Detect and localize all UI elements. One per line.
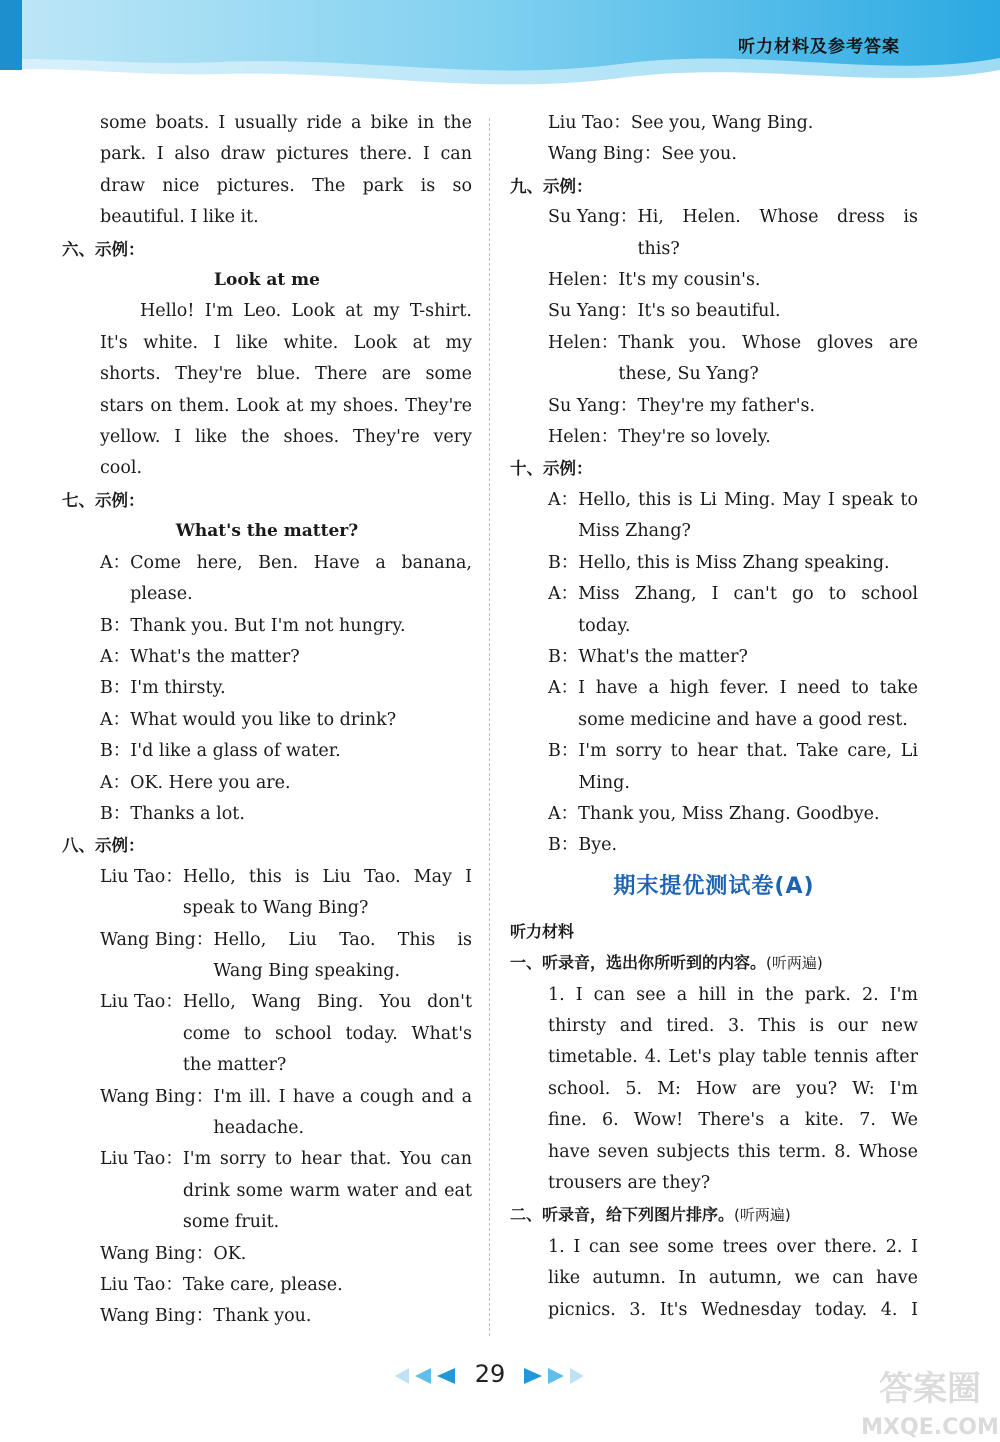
text-line: thirsty and tired. 3. This is our new bbox=[548, 1015, 918, 1036]
text-line: Hello! I'm Leo. Look at my T-shirt. bbox=[140, 301, 472, 322]
right-column bbox=[510, 108, 918, 1326]
arrow-left-icon bbox=[395, 1368, 457, 1384]
speaker-label: B： bbox=[548, 835, 579, 856]
speech-text bbox=[130, 705, 472, 736]
text-line: school. 5. M: How are you? W: I'm bbox=[548, 1078, 918, 1099]
text-line: Thank you, Miss Zhang. Goodbye. bbox=[578, 803, 880, 824]
header-title: 听力材料及参考答案 bbox=[738, 37, 900, 57]
text-line: some boats. I usually ride a bike in the bbox=[100, 113, 472, 133]
speaker-label: A： bbox=[548, 584, 579, 605]
text-line: Hello, Wang Bing. You don't bbox=[182, 992, 472, 1013]
speech-text bbox=[578, 736, 918, 799]
speaker-label: Wang Bing： bbox=[548, 144, 662, 165]
speaker-label: Helen： bbox=[548, 332, 619, 353]
speaker-label: Su Yang： bbox=[548, 395, 638, 416]
dialog-turn bbox=[62, 1144, 472, 1238]
part-text bbox=[510, 1232, 918, 1326]
speaker-label: A： bbox=[100, 646, 131, 667]
text-line: some medicine and have a good rest. bbox=[578, 709, 908, 730]
speaker-label: A： bbox=[548, 678, 579, 699]
text-line: draw nice pictures. The park is so bbox=[100, 175, 472, 196]
speaker-label: B： bbox=[100, 678, 131, 699]
dialog-turn bbox=[510, 548, 918, 579]
text-line: 1. I can see a hill in the park. 2. I'm bbox=[548, 984, 918, 1005]
section-heading: 六、示例： bbox=[62, 239, 145, 259]
speech-text bbox=[578, 830, 918, 861]
text-line: timetable. 4. Let's play table tennis after bbox=[548, 1047, 918, 1068]
speech-text bbox=[183, 1270, 472, 1301]
speaker-label: Helen： bbox=[548, 427, 619, 448]
speech-text bbox=[130, 673, 472, 704]
speaker-label: Wang Bing： bbox=[100, 1306, 214, 1327]
text-line: Hello, this is Liu Tao. May I bbox=[182, 866, 472, 887]
part-hint: (听两遍) bbox=[766, 954, 823, 973]
speech-text bbox=[578, 485, 918, 548]
dialog-turn bbox=[510, 139, 918, 170]
text-line: OK. bbox=[213, 1243, 247, 1264]
speech-text bbox=[578, 642, 918, 673]
speech-text bbox=[213, 1082, 472, 1145]
text-line: OK. Here you are. bbox=[130, 772, 291, 793]
speech-text bbox=[578, 579, 918, 642]
dialog-turn bbox=[62, 611, 472, 642]
dialog-turn bbox=[510, 391, 918, 422]
speech-text bbox=[183, 1144, 472, 1238]
text-line: yellow. I like the shoes. They're very bbox=[100, 427, 472, 448]
speech-text bbox=[130, 642, 472, 673]
dialog-turn bbox=[510, 202, 918, 265]
speaker-label: Liu Tao： bbox=[100, 1149, 183, 1170]
speaker-label: Helen： bbox=[548, 270, 619, 291]
text-line: beautiful. I like it. bbox=[100, 207, 259, 228]
text-line: Ming. bbox=[578, 772, 630, 793]
part-text bbox=[510, 980, 918, 1200]
dialog-turn bbox=[510, 328, 918, 391]
speech-text bbox=[130, 799, 472, 830]
dialog bbox=[62, 862, 472, 1333]
page-footer bbox=[0, 1356, 1000, 1396]
speaker-label: B： bbox=[548, 646, 579, 667]
section-heading: 十、示例： bbox=[510, 459, 593, 479]
text-line: Thanks a lot. bbox=[130, 803, 245, 824]
dialog-turn bbox=[510, 736, 918, 799]
dialog-turn bbox=[62, 768, 472, 799]
dialog-turn bbox=[62, 1301, 472, 1332]
text-line: Hello, Liu Tao. This is bbox=[213, 929, 472, 950]
speaker-label: A： bbox=[548, 803, 579, 824]
text-line: some fruit. bbox=[182, 1212, 280, 1233]
page-number: 29 bbox=[474, 1360, 506, 1388]
dialog-turn bbox=[62, 1270, 472, 1301]
part-hint: (听两遍) bbox=[734, 1206, 791, 1225]
dialog-turn bbox=[62, 1239, 472, 1270]
text-line: They're my father's. bbox=[637, 395, 816, 416]
speech-text bbox=[631, 108, 918, 139]
dialog bbox=[510, 108, 918, 171]
speech-text bbox=[637, 296, 918, 327]
essay-title: Look at me bbox=[214, 270, 320, 291]
dialog-turn bbox=[62, 925, 472, 988]
watermark-text: 答案圈 bbox=[879, 1369, 981, 1409]
dialog-turn bbox=[62, 673, 472, 704]
text-line: Wang Bing speaking. bbox=[213, 960, 401, 981]
text-line: these, Su Yang? bbox=[618, 364, 759, 385]
text-line: headache. bbox=[213, 1118, 305, 1138]
speech-text bbox=[618, 422, 918, 453]
section-heading: 七、示例： bbox=[62, 490, 145, 510]
dialog-turn bbox=[62, 987, 472, 1081]
dialog-turn bbox=[510, 485, 918, 548]
speaker-label: Wang Bing： bbox=[100, 1243, 214, 1264]
dialog bbox=[510, 202, 918, 453]
speech-text bbox=[183, 987, 472, 1081]
dialog-turn bbox=[62, 862, 472, 925]
page-header bbox=[0, 0, 1000, 100]
speaker-label: Liu Tao： bbox=[100, 992, 183, 1013]
text-line: cool. bbox=[100, 458, 143, 479]
text-line: this? bbox=[637, 238, 680, 259]
speaker-label: B： bbox=[548, 552, 579, 573]
text-line: Hi, Helen. Whose dress is bbox=[637, 207, 918, 228]
speech-text bbox=[130, 611, 472, 642]
arrow-right-icon bbox=[522, 1368, 584, 1384]
dialog-turn bbox=[62, 799, 472, 830]
text-line: They're so lovely. bbox=[618, 427, 771, 448]
dialog-turn bbox=[62, 736, 472, 767]
text-line: It's white. I like white. Look at my bbox=[100, 332, 472, 353]
speaker-label: Wang Bing： bbox=[100, 1086, 214, 1107]
dialog bbox=[510, 485, 918, 862]
dialog-turn bbox=[62, 548, 472, 611]
dialog-turn bbox=[510, 422, 918, 453]
speech-text bbox=[130, 736, 472, 767]
text-line: See you. bbox=[661, 144, 737, 165]
speaker-label: A： bbox=[100, 552, 131, 573]
text-line: I'm thirsty. bbox=[130, 678, 226, 699]
speech-text bbox=[661, 139, 918, 170]
text-line: I'm sorry to hear that. Take care, Li bbox=[578, 741, 918, 762]
speech-text bbox=[213, 1239, 472, 1270]
text-line: like autumn. In autumn, we can have bbox=[548, 1268, 918, 1289]
speech-text bbox=[213, 1301, 472, 1332]
watermark-logo bbox=[860, 1352, 1000, 1442]
text-line: drink some warm water and eat bbox=[182, 1180, 472, 1201]
left-column bbox=[62, 108, 472, 1333]
text-line: trousers are they? bbox=[548, 1173, 711, 1193]
dialog-turn bbox=[510, 830, 918, 861]
speaker-label: Su Yang： bbox=[548, 301, 638, 322]
speaker-label: A： bbox=[548, 489, 579, 510]
text-line: Miss Zhang? bbox=[578, 521, 691, 542]
dialog-turn bbox=[510, 642, 918, 673]
dialog-turn bbox=[510, 296, 918, 327]
speaker-label: Su Yang： bbox=[548, 207, 638, 228]
text-line: fine. 6. Wow! There's a kite. 7. We bbox=[548, 1110, 918, 1131]
dialog-turn bbox=[62, 642, 472, 673]
dialog bbox=[62, 548, 472, 831]
text-line: What would you like to drink? bbox=[130, 709, 397, 730]
text-line: Take care, please. bbox=[182, 1275, 343, 1296]
speaker-label: A： bbox=[100, 709, 131, 730]
text-line: Thank you. But I'm not hungry. bbox=[130, 615, 406, 636]
speaker-label: Liu Tao： bbox=[100, 1275, 183, 1296]
text-line: I'm sorry to hear that. You can bbox=[182, 1149, 472, 1170]
text-line: Come here, Ben. Have a banana, bbox=[130, 552, 472, 573]
text-line: stars on them. Look at my shoes. They're bbox=[100, 395, 472, 416]
text-line: come to school today. What's bbox=[182, 1023, 472, 1044]
text-line: today. bbox=[578, 615, 631, 636]
text-line: It's so beautiful. bbox=[637, 301, 781, 322]
text-line: It's my cousin's. bbox=[618, 270, 761, 291]
watermark-site: MXQE.COM bbox=[861, 1415, 999, 1440]
text-line: the matter? bbox=[182, 1055, 287, 1076]
dialog-turn bbox=[510, 265, 918, 296]
intro-paragraph bbox=[62, 108, 472, 234]
text-line: What's the matter? bbox=[578, 646, 748, 667]
dialog-turn bbox=[510, 673, 918, 736]
speaker-label: B： bbox=[100, 615, 131, 636]
speech-text bbox=[618, 328, 918, 391]
text-line: shorts. They're blue. There are some bbox=[100, 364, 472, 385]
text-line: I have a high fever. I need to take bbox=[578, 678, 918, 699]
listening-heading: 听力材料 bbox=[510, 921, 575, 941]
speaker-label: B： bbox=[548, 741, 579, 762]
text-line: 1. I can see some trees over there. 2. I bbox=[548, 1236, 918, 1257]
speaker-label: B： bbox=[100, 803, 131, 824]
part-heading bbox=[510, 1199, 918, 1231]
text-line: See you, Wang Bing. bbox=[630, 113, 814, 133]
text-line: speak to Wang Bing? bbox=[182, 898, 369, 919]
speech-text bbox=[637, 391, 918, 422]
text-line: Thank you. bbox=[213, 1306, 312, 1327]
section-heading: 九、示例： bbox=[510, 176, 593, 196]
part-label: 二、听录音，给下列图片排序。 bbox=[510, 1205, 735, 1225]
exam-title: 期末提优测试卷(A) bbox=[613, 873, 815, 899]
speaker-label: A： bbox=[100, 772, 131, 793]
text-line: Thank you. Whose gloves are bbox=[618, 332, 918, 353]
essay-paragraph bbox=[62, 296, 472, 484]
speech-text bbox=[183, 862, 472, 925]
text-line: picnics. 3. It's Wednesday today. 4. I bbox=[548, 1299, 918, 1320]
speaker-label: Wang Bing： bbox=[100, 929, 214, 950]
text-line: I'd like a glass of water. bbox=[130, 741, 341, 762]
speech-text bbox=[578, 548, 918, 579]
text-line: I'm ill. I have a cough and a bbox=[213, 1086, 472, 1107]
text-line: have seven subjects this term. 8. Whose bbox=[548, 1141, 918, 1162]
speech-text bbox=[578, 673, 918, 736]
speech-text bbox=[130, 548, 472, 611]
speaker-label: Liu Tao： bbox=[100, 866, 183, 887]
column-divider bbox=[489, 118, 490, 1336]
text-line: Bye. bbox=[578, 835, 618, 856]
text-line: please. bbox=[130, 584, 193, 605]
text-line: Miss Zhang, I can't go to school bbox=[578, 584, 918, 605]
dialog-turn bbox=[510, 799, 918, 830]
dialog-turn bbox=[62, 705, 472, 736]
text-line: Hello, this is Miss Zhang speaking. bbox=[578, 552, 890, 573]
dialog-turn bbox=[510, 108, 918, 139]
dialog-turn bbox=[62, 1082, 472, 1145]
part-heading bbox=[510, 947, 918, 979]
part-label: 一、听录音，选出你所听到的内容。 bbox=[510, 953, 767, 973]
section-heading: 八、示例： bbox=[62, 836, 145, 856]
speech-text bbox=[130, 768, 472, 799]
dialog-title: What's the matter? bbox=[175, 521, 359, 542]
text-line: Hello, this is Li Ming. May I speak to bbox=[578, 489, 918, 510]
speaker-label: Liu Tao： bbox=[548, 113, 631, 133]
speech-text bbox=[578, 799, 918, 830]
speech-text bbox=[618, 265, 918, 296]
speech-text bbox=[213, 925, 472, 988]
text-line: What's the matter? bbox=[130, 646, 300, 667]
speech-text bbox=[637, 202, 918, 265]
dialog-turn bbox=[510, 579, 918, 642]
speaker-label: B： bbox=[100, 741, 131, 762]
text-line: park. I also draw pictures there. I can bbox=[100, 144, 472, 165]
